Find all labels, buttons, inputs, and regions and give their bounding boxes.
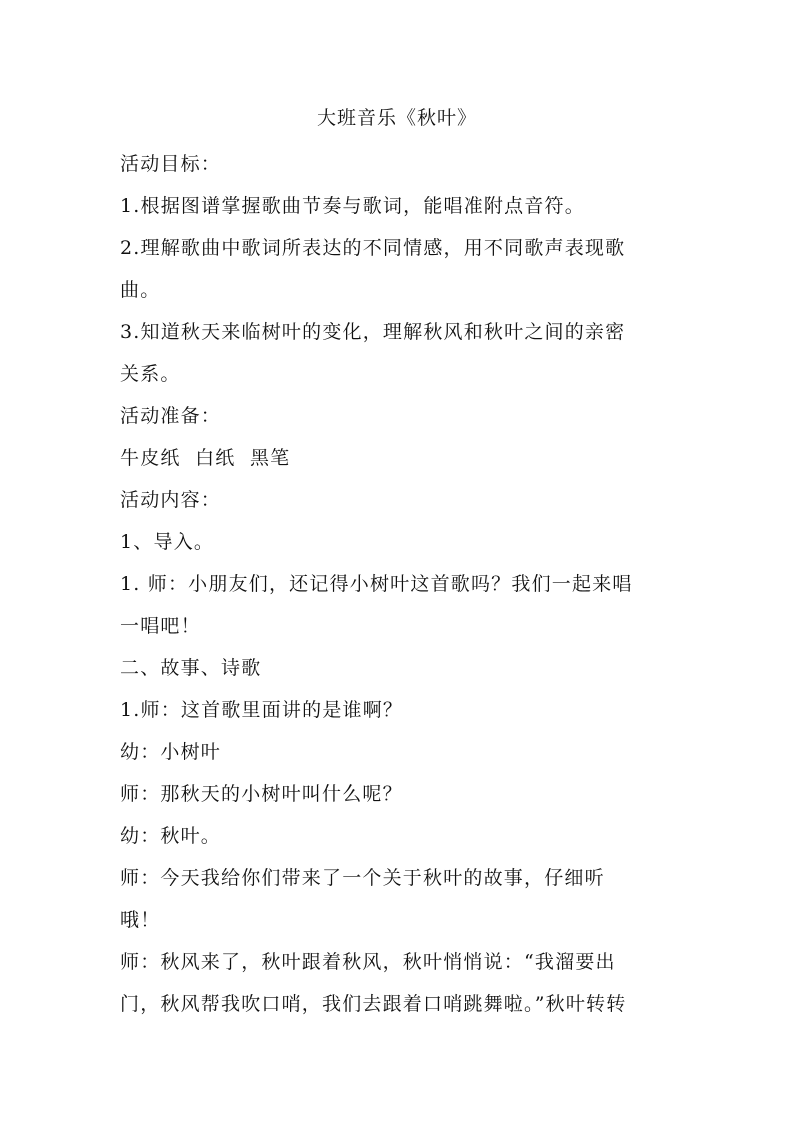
content-step-1: 1、导入。 [120, 531, 215, 553]
goal-item-1: 1.根据图谱掌握歌曲节奏与歌词，能唱准附点音符。 [120, 195, 585, 217]
content-step-2: 二、故事、诗歌 [120, 657, 262, 679]
document-title: 大班音乐《秋叶》 [316, 107, 477, 129]
goal-item-2: 2.理解歌曲中歌词所表达的不同情感，用不同歌声表现歌 [120, 237, 626, 259]
dialogue-line-cont: 哦！ [120, 909, 161, 931]
goal-item-3-cont: 关系。 [120, 363, 181, 385]
document-body [120, 143, 665, 1025]
dialogue-line: 1.师：这首歌里面讲的是谁啊？ [120, 699, 404, 721]
story-line-cont: 门，秋风帮我吹口哨，我们去跟着口哨跳舞啦。”秋叶转转 [120, 993, 627, 1015]
dialogue-line: 幼：小树叶 [120, 741, 222, 763]
dialogue-line: 师：那秋天的小树叶叫什么呢？ [120, 783, 403, 805]
dialogue-line: 师：今天我给你们带来了一个关于秋叶的故事，仔细听 [120, 867, 605, 889]
section-heading-prep: 活动准备： [120, 405, 222, 427]
dialogue-line: 幼：秋叶。 [120, 825, 222, 847]
dialogue-line-cont: 一唱吧！ [120, 615, 201, 637]
section-heading-goals: 活动目标： [120, 153, 222, 175]
goal-item-2-cont: 曲。 [120, 279, 161, 301]
goal-item-3: 3.知道秋天来临树叶的变化，理解秋风和秋叶之间的亲密 [120, 321, 626, 343]
story-line: 师：秋风来了，秋叶跟着秋风，秋叶悄悄说：“我溜要出 [120, 951, 616, 973]
dialogue-line: 1. 师：小朋友们，还记得小树叶这首歌吗？我们一起来唱 [120, 573, 633, 595]
section-heading-content: 活动内容： [120, 489, 222, 511]
prep-materials: 牛皮纸 白纸 黑笔 [120, 447, 291, 469]
